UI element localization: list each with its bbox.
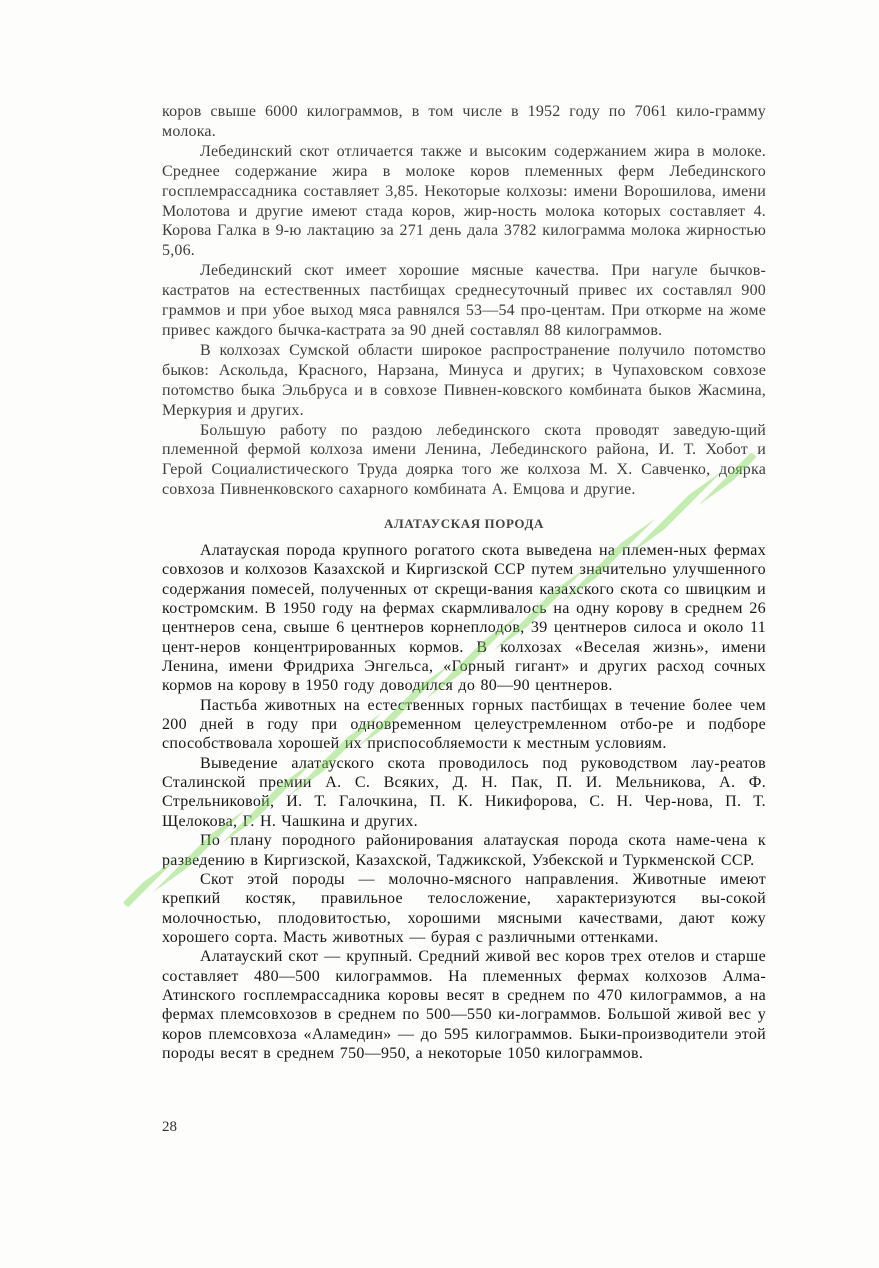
paragraph: Большую работу по раздою лебединского скота проводят заведую-щий племенной фермой колхоза имени Ленина, Лебединского района, И. Т. Хобот и Герой Социалистического Труда доярка того же колхоза М. Х. Савченко, доярка совхоза Пивненковского сахарного комбината А. Емцова и другие.: [162, 421, 766, 499]
paragraph: Лебединский скот имеет хорошие мясные качества. При нагуле бычков-кастратов на естественных пастбищах среднесуточный привес их составлял 900 граммов и при убое выход мяса равнялся 53—54 про-центам. При откорме на жоме привес каждого бычка-кастрата за 90 дней составлял 88 килограммов.: [162, 262, 766, 339]
page-number: 28: [162, 1119, 177, 1135]
paragraph: По плану породного районирования алатауская порода скота наме-чена к разведению в Киргизской, Казахской, Таджикской, Узбекской и Туркменской ССР.: [162, 832, 766, 869]
paragraph: Пастьба животных на естественных горных пастбищах в течение более чем 200 дней в году при одновременном целеустремленном отбо-ре и подборе способствовала хорошей их приспособляемости к местным условиям.: [162, 696, 766, 753]
paragraph: коров свыше 6000 килограммов, в том числе в 1952 году по 7061 кило-грамму молока.: [162, 103, 766, 140]
paragraph: Скот этой породы — молочно-мясного направления. Животные имеют крепкий костяк, правильное телосложение, характеризуются вы-сокой молочностью, плодовитостью, хорошими мясными качествами, дают кожу хорошего сорта. Масть животных — бурая с различными оттенками.: [162, 870, 766, 946]
paragraph: Выведение алатауского скота проводилось под руководством лау-реатов Сталинской премии А. С. Всяких, Д. Н. Пак, П. И. Мельникова, А. Ф. Стрельниковой, И. Т. Галочкина, П. К. Никифорова, С. Н. Чер-нова, П. Т. Щелокова, Г. Н. Чашкина и других.: [162, 754, 766, 830]
paragraph: В колхозах Сумской области широкое распространение получило потомство быков: Аскольда, Красного, Нарзана, Минуса и других; в Чупаховском совхозе потомство быка Эльбруса и в совхозе Пивнен-ковского комбината быков Жасмина, Меркурия и других.: [162, 341, 766, 419]
upper-text-block: [162, 102, 766, 500]
paragraph: Лебединский скот отличается также и высоким содержанием жира в молоке. Среднее содержание жира в молоке коров племенных ферм Лебединского госплемрассадника составляет 3,85. Некоторые колхозы: имени Ворошилова, имени Молотова и другие имеют стада коров, жир-ность молока которых составляет 4. Корова Галка в 9-ю лактацию за 271 день дала 3782 килограмма молока жирностью 5,06.: [162, 142, 766, 260]
lower-text-block: [162, 541, 766, 1063]
section-heading: АЛАТАУСКАЯ ПОРОДА: [383, 516, 545, 531]
paragraph: Алатауский скот — крупный. Средний живой вес коров трех отелов и старше составляет 480—500 килограммов. На племенных фермах колхозов Алма-Атинского госплемрассадника коровы весят в среднем по 470 килограммов, а на фермах племсовхозов в среднем по 500—550 ки-лограммов. Большой живой вес у коров племсовхоза «Аламедин» — до 595 килограммов. Быки-производители этой породы весят в среднем 750—950, а некоторые 1050 килограммов.: [162, 948, 766, 1062]
paragraph: Алатауская порода крупного рогатого скота выведена на племен-ных фермах совхозов и колхозов Казахской и Киргизской ССР путем значительно улучшенного содержания помесей, полученных от скрещи-вания казахского скота со швицким и костромским. В 1950 году на фермах скармливалось на одну корову в среднем 26 центнеров сена, свыше 6 центнеров корнеплодов, 39 центнеров силоса и около 11 цент-неров концентрированных кормов. В колхозах «Веселая жизнь», имени Ленина, имени Фридриха Энгельса, «Горный гигант» и других расход сочных кормов на корову в 1950 году доводился до 80—90 центнеров.: [162, 542, 766, 695]
